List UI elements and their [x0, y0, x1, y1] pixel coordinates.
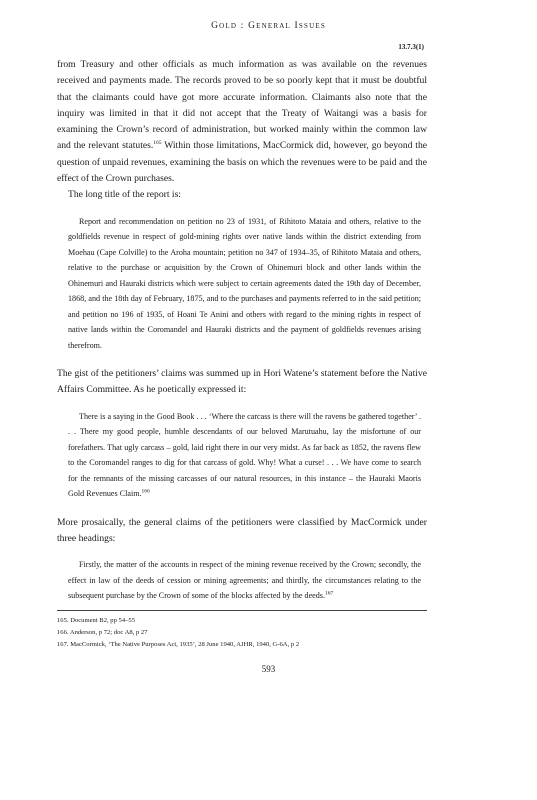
footnote-166: 166. Anderson, p 72; doc A8, p 27	[57, 629, 148, 636]
section-number: 13.7.3(1)	[398, 43, 424, 51]
block-quote-headings-text: Firstly, the matter of the accounts in respect of the mining revenue received by the Crown; secondly, the effect in law of the deeds of cession or mining agreements; and thirdly, the circumstances relating to the subsequent purchase by the Crown of some of the blocks affected by the deeds.	[68, 560, 421, 601]
footnote-165: 165. Document B2, pp 54–55	[57, 617, 136, 624]
footnote-ref-167[interactable]: 167	[324, 590, 334, 597]
paragraph-1-text: from Treasury and other officials as much information as was available on the revenues received and payments made. The records proved to be so poorly kept that it must be doubtful that the claimants could have got more accurate information. Claimants also note that the inquiry was limited in that it did not accept that the Treaty of Waitangi was a basis for examining the Crown’s record of administration, but worked mainly within the common law and the relevant statutes.	[57, 59, 427, 152]
block-quote-headings	[68, 557, 421, 604]
paragraph-2: The long title of the report is:	[68, 189, 181, 201]
block-quote-hori-watene-text: There is a saying in the Good Book . . . ‘Where the carcass is there will the ravens be gathered together’ . . . There my good people, humble descendants of our beloved Marutuahu, lay the misfortune of our forefathers. That ugly carcass – gold, laid right there in our very midst. As far back as 1852, the ravens flew to the Coromandel ranges to dig for that carcass of gold. Why! What a curse! . . . We have come to search for the remnants of the missing carcasses of our natural resources, in this instance – the Hauraki Maoris Gold Revenues Claim.	[68, 411, 421, 499]
page-number: 593	[261, 664, 276, 674]
footnotes	[57, 615, 427, 651]
paragraph-3: The gist of the petitioners’ claims was summed up in Hori Watene’s statement before the Native Affairs Committee. As he poetically expressed it:	[57, 368, 427, 396]
footnote-ref-166[interactable]: 166	[141, 488, 150, 495]
footnote-167: 167. MacCormick, ‘The Native Purposes Act, 1935’, 28 June 1940, AJHR, 1940, G-6A, p 2	[57, 641, 300, 648]
running-head: Gold : General Issues	[211, 21, 326, 31]
paragraph-1	[57, 57, 427, 187]
paragraph-1-text-cont: Within those limitations, MacCormick did, however, go beyond the question of unpaid revenues, examining the basis on which the revenues were to be paid and the effect of the Crown purchases.	[57, 140, 427, 185]
paragraph-4: More prosaically, the general claims of the petitioners were classified by MacCormick under three headings:	[57, 516, 427, 545]
footnote-rule	[57, 610, 427, 611]
block-quote-long-title: Report and recommendation on petition no 23 of 1931, of Rihitoto Mataia and others, relative to the goldfields revenue in respect of gold-mining rights over native lands within the district extending from Moehau (Cape Colville) to the Aroha mountain; petition no 347 of 1934–35, of Rihitoto Mataia and others, relative to the purchase or acquisition by the Crown of Ohinemuri block and other lands within the Ohinemuri and Hauraki districts which were subject to certain agreements dated the 19th day of December, 1868, and the 18th day of February, 1875, and to the purchases and payments referred to in the said petition; and petition no 196 of 1935, of Hoani Te Anini and others with regard to the mining rights in respect of native lands within the Coromandel and Hauraki districts and the payment of goldfields revenues arising therefrom.	[68, 216, 421, 350]
block-quote-hori-watene	[68, 409, 421, 502]
footnote-ref-165[interactable]: 165	[153, 140, 162, 147]
main-text	[57, 57, 427, 604]
